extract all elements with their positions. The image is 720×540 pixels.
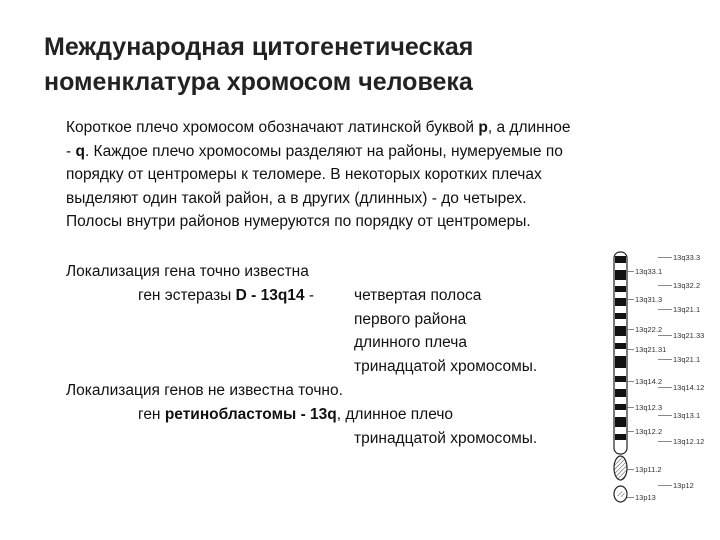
band-label-left: 13q21.31 [635,345,667,354]
title-line-2: номенклатура хромосом человека [44,68,473,96]
unknown-gene-line: ген ретинобластомы - 13q, длинное плечо [138,406,454,423]
band-label-right: 13q14.12 [673,383,705,392]
band-label-right: 13q12.12 [673,437,705,446]
known-desc-3: длинного плеча [354,334,467,351]
band-label-right: 13q32.2 [673,281,701,290]
band-label-left: 13q12.2 [635,427,663,436]
unknown-desc-1: тринадцатой хромосомы. [354,430,538,447]
band-label-left: 13q33.1 [635,267,663,276]
chromosome-body [614,252,627,502]
band-label-left: 13p13 [635,493,656,502]
known-desc-4: тринадцатой хромосомы. [354,358,538,375]
known-desc-1: четвертая полоса [354,287,482,304]
intro-line-2: - q. Каждое плечо хромосомы разделяют на районы, нумеруемые по [66,142,563,160]
intro-line-1: Короткое плечо хромосом обозначают латинской буквой p, а длинное [66,119,571,136]
band-label-left: 13q12.3 [635,403,663,412]
band-label-right: 13q13.1 [673,411,701,420]
band-label-left: 13p11.2 [635,465,662,474]
known-localization-heading: Локализация гена точно известна [66,263,309,280]
band-label-right: 13q21.33 [673,331,705,340]
slide-title [44,30,604,100]
band-label-left: 13q31.3 [635,295,663,304]
intro-line-4: выделяют один такой район, а в других (длинных) - до четырех. [66,189,527,207]
intro-line-3: порядку от центромеры к теломере. В некоторых коротких плечах [66,166,542,183]
band-label-right: 13q21.1 [673,305,701,314]
intro-line-5: Полосы внутри районов нумеруются по порядку от центромеры. [66,213,531,230]
unknown-localization-heading: Локализация генов не известна точно. [66,382,343,399]
band-label-left: 13q14.2 [635,377,663,386]
labels-left [627,267,666,502]
known-gene-line: ген эстеразы D - 13q14 - [138,287,315,304]
labels-right [658,253,704,490]
known-desc-2: первого района [354,311,467,328]
intro-paragraph [66,116,686,234]
chromosome-13-ideogram [600,246,708,512]
band-label-right: 13q33.3 [673,253,701,262]
band-label-left: 13q22.2 [635,325,663,334]
band-label-right: 13q21.1 [673,355,701,364]
band-label-right: 13p12 [673,481,694,490]
title-line-1: Международная цитогенетическая [44,33,474,61]
